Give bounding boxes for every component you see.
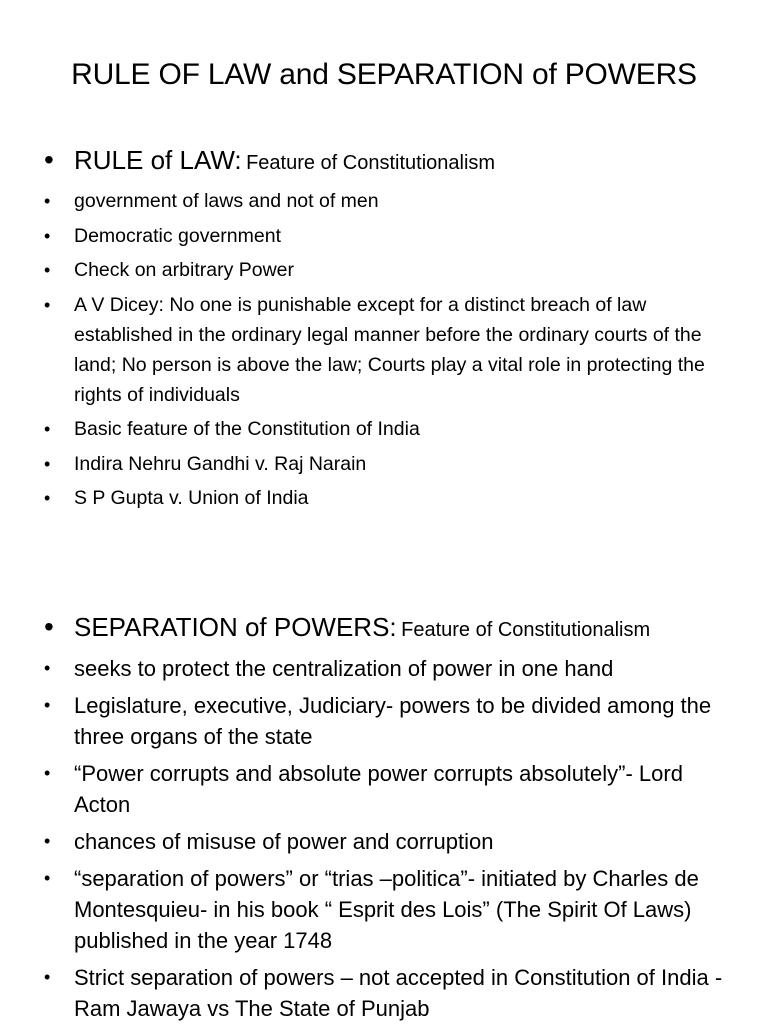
list-item	[44, 290, 744, 410]
rule-of-law-section	[44, 143, 744, 518]
bullet-icon: •	[44, 488, 51, 508]
bullet-icon: •	[44, 763, 51, 783]
list-item	[44, 863, 744, 956]
list-item	[44, 826, 744, 857]
list-item	[44, 758, 744, 820]
bullet-icon: •	[44, 419, 51, 439]
separation-of-powers-heading-item	[44, 610, 744, 647]
list-item-text: chances of misuse of power and corruption	[74, 829, 494, 854]
bullet-icon: •	[44, 191, 51, 211]
separation-of-powers-section	[44, 610, 744, 1024]
list-item	[44, 186, 744, 216]
bullet-icon: •	[44, 225, 51, 246]
bullet-icon: •	[44, 453, 51, 474]
list-item-text: A V Dicey: No one is punishable except for a distinct breach of law established in the ordinary legal manner before the ordinary courts of the land; No person is above the law; Courts play a vital role in protecting the rights of individuals	[74, 293, 705, 406]
list-item-text: “Power corrupts and absolute power corrupts absolutely”- Lord Acton	[74, 761, 683, 817]
list-item-text: Legislature, executive, Judiciary- powers to be divided among the three organs of the state	[74, 693, 712, 749]
bullet-icon: •	[44, 611, 54, 642]
list-item	[44, 483, 744, 513]
bullet-icon: •	[44, 868, 51, 888]
list-item	[44, 221, 744, 251]
bullet-icon: •	[44, 260, 51, 280]
bullet-icon: •	[44, 967, 51, 987]
rule-of-law-heading-text	[74, 143, 495, 180]
page-title: RULE OF LAW and SEPARATION of POWERS	[71, 58, 697, 91]
list-item	[44, 962, 744, 1024]
rule-of-law-subheading: Feature of Constitutionalism	[246, 152, 496, 174]
rule-of-law-heading: RULE of LAW:	[74, 145, 242, 175]
separation-of-powers-heading: SEPARATION of POWERS:	[74, 612, 397, 642]
list-item	[44, 653, 744, 684]
list-item-text: seeks to protect the centralization of power in one hand	[74, 656, 614, 681]
rule-of-law-heading-item	[44, 143, 744, 180]
list-item	[44, 690, 744, 752]
list-item	[44, 449, 744, 479]
bullet-icon: •	[44, 294, 51, 315]
list-item-text: Democratic government	[74, 224, 281, 247]
list-item	[44, 414, 744, 444]
list-item-text: S P Gupta v. Union of India	[74, 487, 309, 509]
list-item-text: Check on arbitrary Power	[74, 259, 295, 281]
bullet-icon: •	[44, 831, 51, 851]
list-item-text: “separation of powers” or “trias –politica”- initiated by Charles de Montesquieu- in his book “ Esprit des Lois” (The Spirit Of Laws) published in the year 1748	[74, 866, 699, 953]
list-item-text: Strict separation of powers – not accepted in Constitution of India - Ram Jawaya vs The State of Punjab	[74, 965, 723, 1021]
list-item	[44, 255, 744, 285]
bullet-icon: •	[44, 658, 51, 678]
list-item-text: Basic feature of the Constitution of India	[74, 418, 420, 440]
separation-of-powers-subheading: Feature of Constitutionalism	[401, 619, 651, 641]
list-item-text: Indira Nehru Gandhi v. Raj Narain	[74, 452, 367, 475]
bullet-icon: •	[44, 144, 54, 175]
bullet-icon: •	[44, 695, 51, 715]
separation-of-powers-heading-text	[74, 610, 650, 647]
list-item-text: government of laws and not of men	[74, 190, 379, 212]
separation-of-powers-list	[44, 653, 744, 1024]
rule-of-law-list	[44, 186, 744, 513]
